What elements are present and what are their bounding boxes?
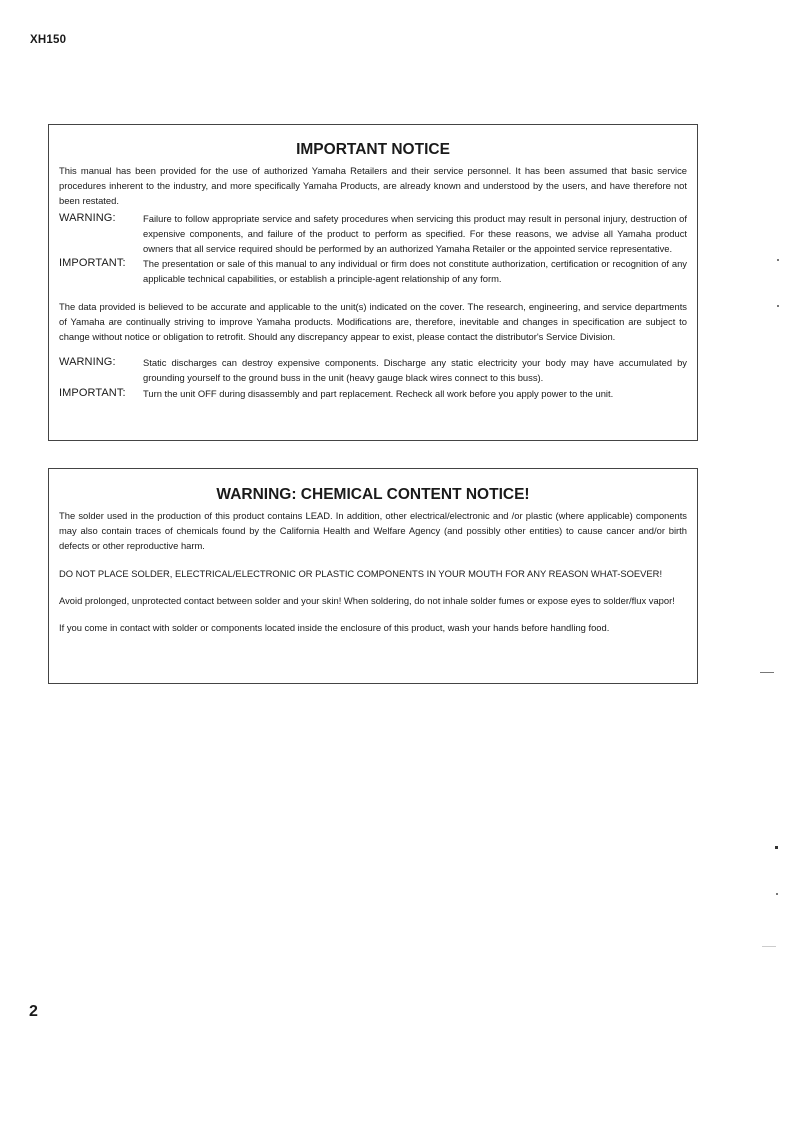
important-notice-intro: This manual has been provided for the use of authorized Yamaha Retailers and their service personnel. It has been assumed that basic service procedures inherent to the industry, and more specifically Yamaha Products, are already known and understood by the users, and have therefore not been restated.	[59, 165, 687, 207]
warning-notice	[59, 211, 687, 257]
important-notice-box	[48, 124, 698, 441]
scan-speck	[760, 672, 774, 673]
scan-speck	[775, 846, 778, 849]
scan-speck	[762, 946, 776, 947]
model-name: XH150	[30, 34, 67, 46]
scan-speck	[777, 259, 779, 261]
lead-content-paragraph: The solder used in the production of this product contains LEAD. In addition, other electrical/electronic and /or plastic (where applicable) components may also contain traces of chemicals found by the California Health and Welfare Agency (and possibly other entities) to cause cancer and/or birth defects or other reproductive harm.	[59, 510, 687, 552]
warning-label: WARNING:	[59, 211, 116, 224]
important-notice-item	[59, 256, 687, 286]
scan-speck	[777, 305, 779, 307]
warning2-label: WARNING:	[59, 356, 116, 369]
warning2-text: Static discharges can destroy expensive components. Discharge any static electricity your body may have accumulated by grounding yourself to the ground buss in the unit (heavy gauge black wires connect to this buss).	[143, 357, 687, 384]
important-label: IMPORTANT:	[59, 257, 126, 270]
static-warning-notice	[59, 355, 687, 385]
power-off-notice	[59, 386, 687, 401]
important2-text: Turn the unit OFF during disassembly and part replacement. Recheck all work before you apply power to the unit.	[143, 387, 614, 399]
wash-hands-paragraph: If you come in contact with solder or components located inside the enclosure of this product, wash your hands before handling food.	[59, 622, 610, 634]
chemical-notice-title: WARNING: CHEMICAL CONTENT NOTICE!	[216, 486, 530, 503]
important-notice-title: IMPORTANT NOTICE	[296, 141, 450, 158]
scan-speck	[776, 893, 778, 895]
do-not-place-paragraph: DO NOT PLACE SOLDER, ELECTRICAL/ELECTRONIC OR PLASTIC COMPONENTS IN YOUR MOUTH FOR ANY REASON WHAT-SOEVER!	[59, 567, 663, 579]
important2-label: IMPORTANT:	[59, 386, 126, 399]
data-accuracy-paragraph: The data provided is believed to be accurate and applicable to the unit(s) indicated on the cover. The research, engineering, and service departments of Yamaha are continually striving to improve Yamaha products. Modifications are, therefore, inevitable and changes in specification are subject to change without notice or obligation to retrofit. Should any discrepancy appear to exist, please contact the distributor's Service Division.	[59, 300, 687, 343]
avoid-contact-paragraph: Avoid prolonged, unprotected contact between solder and your skin! When soldering, do not inhale solder fumes or expose eyes to solder/flux vapor!	[59, 594, 675, 606]
chemical-notice-box	[48, 468, 698, 684]
warning-text: Failure to follow appropriate service and safety procedures when servicing this product may result in personal injury, destruction of expensive components, and failure of the product to perform as specified. For these reasons, we advise all Yamaha product owners that all service required should be performed by an authorized Yamaha Retailer or the appointed service representative.	[143, 212, 687, 255]
important-text: The presentation or sale of this manual to any individual or firm does not constitute authorization, certification or recognition of any applicable technical capabilities, or establish a principle-agent relationship of any form.	[143, 258, 687, 285]
page-number: 2	[29, 1003, 38, 1020]
